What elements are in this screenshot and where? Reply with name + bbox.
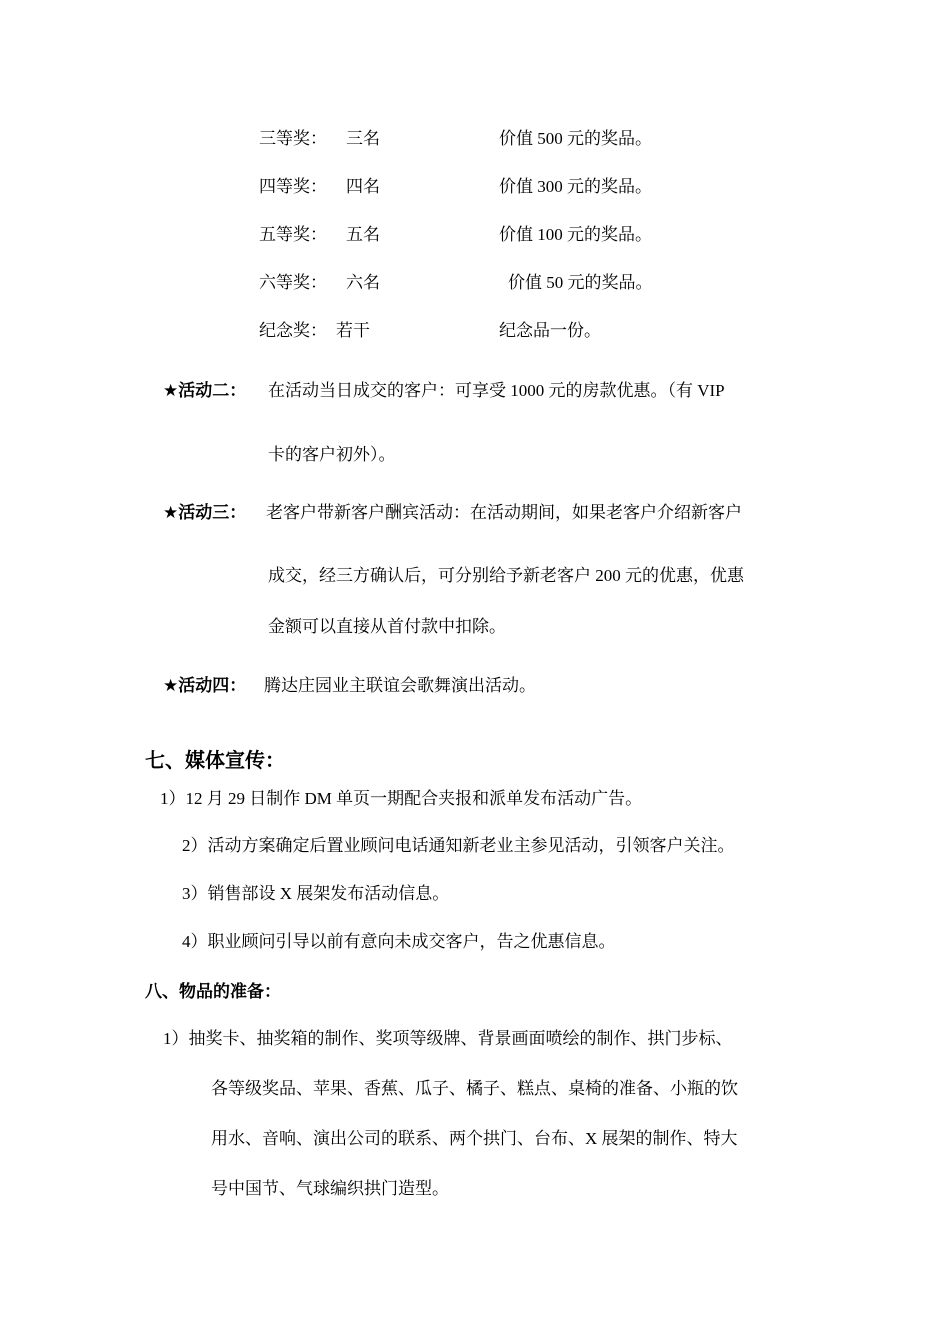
prize-count: 六名 — [346, 273, 380, 292]
prize-value: 价值 50 元的奖品。 — [508, 273, 653, 292]
prize-level: 四等奖： — [259, 177, 327, 196]
activity-text-line: 在活动当日成交的客户：可享受 1000 元的房款优惠。（有 VIP — [268, 381, 725, 400]
list-item-line: 用水、音响、演出公司的联系、两个拱门、台布、X 展架的制作、特大 — [211, 1129, 738, 1148]
prize-count: 四名 — [346, 177, 380, 196]
section-heading: 七、媒体宣传： — [145, 750, 285, 772]
prize-level: 六等奖： — [259, 273, 327, 292]
activity-label: ★活动四： — [163, 676, 247, 695]
prize-level: 五等奖： — [259, 225, 327, 244]
prize-count: 若干 — [336, 321, 370, 340]
list-item-line: 各等级奖品、苹果、香蕉、瓜子、橘子、糕点、桌椅的准备、小瓶的饮 — [211, 1079, 738, 1098]
activity-text-line: 金额可以直接从首付款中扣除。 — [268, 617, 506, 636]
list-item-line: 1）抽奖卡、抽奖箱的制作、奖项等级牌、背景画面喷绘的制作、拱门步标、 — [163, 1029, 733, 1048]
prize-level: 三等奖： — [259, 129, 327, 148]
activity-label: ★活动二： — [163, 381, 247, 400]
prize-value: 价值 500 元的奖品。 — [499, 129, 652, 148]
prize-level: 纪念奖： — [259, 321, 327, 340]
prize-value: 价值 300 元的奖品。 — [499, 177, 652, 196]
list-item-line: 号中国节、气球编织拱门造型。 — [211, 1179, 449, 1198]
activity-text-line: 腾达庄园业主联谊会歌舞演出活动。 — [264, 676, 536, 695]
list-item: 3）销售部设 X 展架发布活动信息。 — [182, 884, 450, 903]
prize-count: 五名 — [346, 225, 380, 244]
activity-text-line: 成交，经三方确认后，可分别给予新老客户 200 元的优惠，优惠 — [268, 566, 744, 585]
prize-count: 三名 — [346, 129, 380, 148]
list-item: 4）职业顾问引导以前有意向未成交客户，告之优惠信息。 — [182, 932, 616, 951]
activity-text-line: 老客户带新客户酬宾活动：在活动期间，如果老客户介绍新客户 — [266, 503, 742, 522]
list-item: 2）活动方案确定后置业顾问电话通知新老业主参见活动，引领客户关注。 — [182, 836, 735, 855]
prize-value: 纪念品一份。 — [499, 321, 601, 340]
activity-text-line: 卡的客户初外）。 — [268, 445, 396, 464]
section-heading: 八、物品的准备： — [145, 982, 281, 1001]
activity-label: ★活动三： — [163, 503, 247, 522]
prize-value: 价值 100 元的奖品。 — [499, 225, 652, 244]
list-item: 1）12 月 29 日制作 DM 单页一期配合夹报和派单发布活动广告。 — [160, 789, 643, 808]
